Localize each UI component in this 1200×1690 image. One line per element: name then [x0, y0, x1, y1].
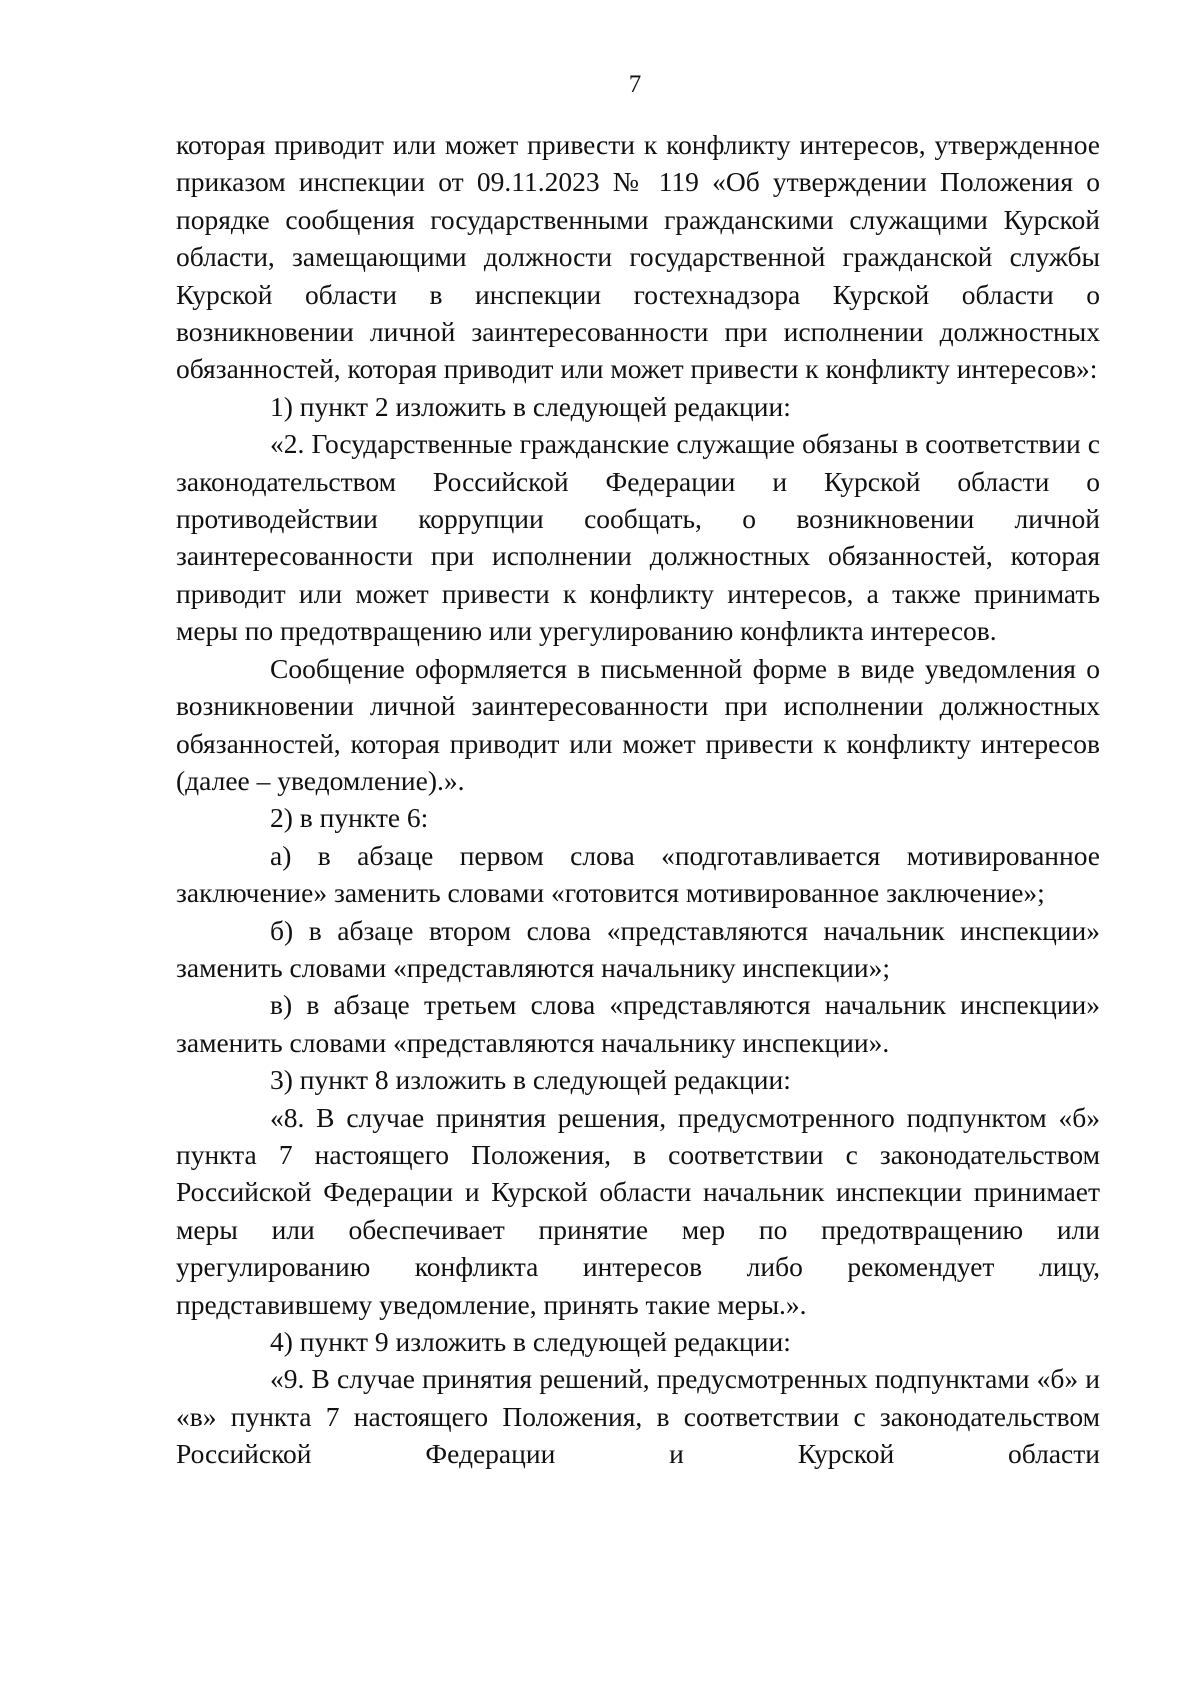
paragraph-continuation: которая приводит или может привести к конфликту интересов, утвержденное приказом инспекции от 09.11.2023 № 119 «Об утверждении Положения о порядке сообщения государственными гражданскими служащими Курской области, замещающими должности государственной гражданской службы Курской области в инспекции гостехнадзора Курской области о возникновении личной заинтересованности при исполнении должностных обязанностей, которая приводит или может привести к конфликту интересов»: — [176, 129, 1100, 385]
paragraph-item-1: 1) пункт 2 изложить в следующей редакции: — [270, 390, 791, 422]
paragraph-clause-9: «9. В случае принятия решений, предусмотренных подпунктами «б» и «в» пункта 7 настоящего Положения, в соответствии с законодательством Российской Федерации и Курской области — [176, 1363, 1100, 1470]
paragraph-subitem-b: б) в абзаце втором слова «представляются начальник инспекции» заменить словами «представляются начальнику инспекции»; — [176, 914, 1100, 983]
paragraph-subitem-a: а) в абзаце первом слова «подготавливается мотивированное заключение» заменить словами «готовится мотивированное заключение»; — [176, 839, 1100, 909]
page-number: 7 — [628, 71, 642, 98]
paragraph-subitem-v: в) в абзаце третьем слова «представляются начальник инспекции» заменить словами «представляются начальнику инспекции». — [176, 989, 1100, 1058]
document-body — [176, 126, 1100, 1473]
paragraph-notification: Сообщение оформляется в письменной форме в виде уведомления о возникновении личной заинтересованности при исполнении должностных обязанностей, которая приводит или может привести к конфликту интересов (далее – уведомление).». — [176, 652, 1100, 796]
paragraph-item-4: 4) пункт 9 изложить в следующей редакции: — [270, 1326, 791, 1357]
paragraph-item-3: 3) пункт 8 изложить в следующей редакции: — [270, 1064, 791, 1096]
paragraph-clause-2: «2. Государственные гражданские служащие обязаны в соответствии с законодательством Российской Федерации и Курской области о противодействии коррупции сообщать, о возникновении личной заинтересованности при исполнении должностных обязанностей, которая приводит или может привести к конфликту интересов, а также принимать меры по предотвращению или урегулированию конфликта интересов. — [176, 428, 1100, 647]
paragraph-clause-8: «8. В случае принятия решения, предусмотренного подпунктом «б» пункта 7 настоящего Положения, в соответствии с законодательством Российской Федерации и Курской области начальник инспекции принимает меры или обеспечивает принятие мер по предотвращению или урегулированию конфликта интересов либо рекомендует лицу, представившему уведомление, принять такие меры.». — [176, 1101, 1100, 1320]
paragraph-item-2: 2) в пункте 6: — [270, 802, 429, 834]
